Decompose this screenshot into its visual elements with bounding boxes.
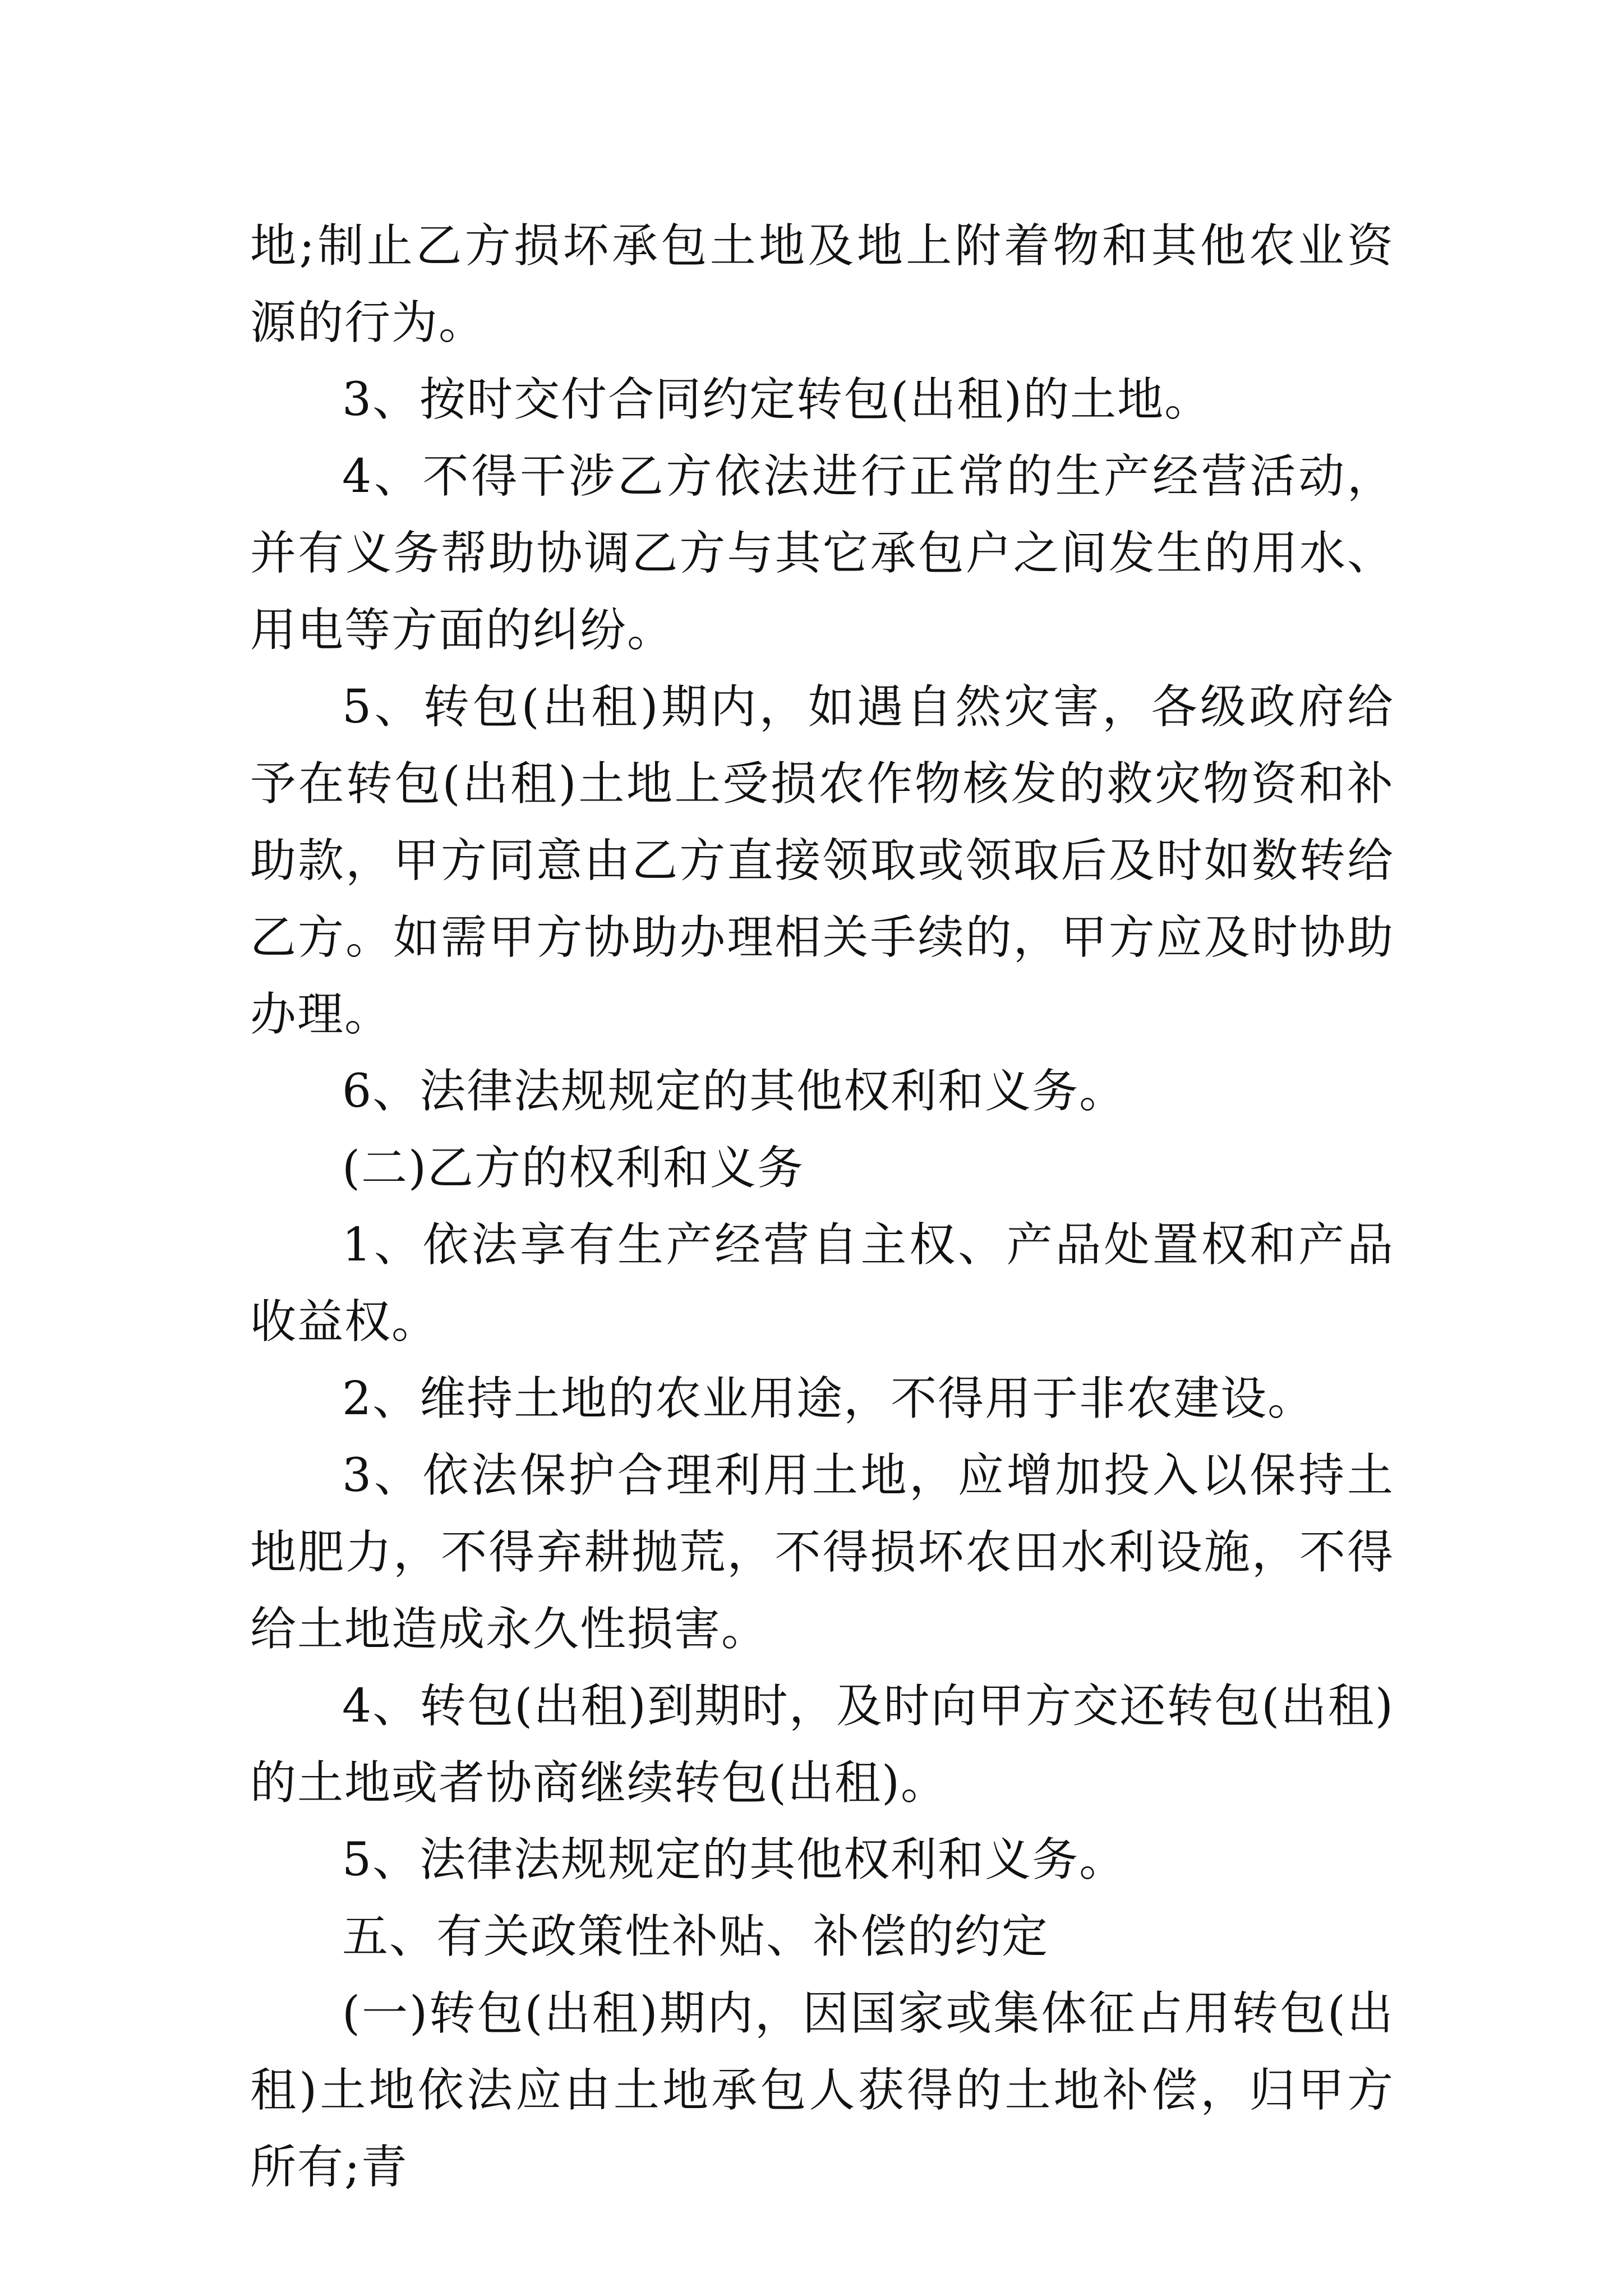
section-heading-subsidies: 五、有关政策性补贴、补偿的约定 — [342, 1910, 1049, 1963]
paragraph-item-b2: 2、维持土地的农业用途，不得用于非农建设。 — [342, 1372, 1315, 1425]
paragraph-subsidy-1: (一)转包(出租)期内，因国家或集体征占用转包(出租)土地依法应由土地承包人获得的土地补偿，归甲方所有;青 — [250, 1987, 1394, 2194]
paragraph-item-b4: 4、转包(出租)到期时，及时向甲方交还转包(出租)的土地或者协商继续转包(出租)。 — [250, 1680, 1394, 1810]
document-body — [250, 208, 1394, 2206]
paragraph-item-b5: 5、法律法规规定的其他权利和义务。 — [342, 1833, 1127, 1887]
section-heading-party-b: (二)乙方的权利和义务 — [342, 1142, 804, 1195]
paragraph-item-a3: 3、按时交付合同约定转包(出租)的土地。 — [342, 373, 1212, 426]
paragraph-item-b1: 1、依法享有生产经营自主权、产品处置权和产品收益权。 — [250, 1218, 1394, 1349]
paragraph-item-a5: 5、转包(出租)期内，如遇自然灾害，各级政府给予在转包(出租)土地上受损农作物核发的救灾物资和补助款，甲方同意由乙方直接领取或领取后及时如数转给乙方。如需甲方协助办理相关手续的，甲方应及时协助办理。 — [250, 680, 1394, 1041]
paragraph-item-b3: 3、依法保护合理利用土地，应增加投入以保持土地肥力，不得弃耕抛荒，不得损坏农田水利设施，不得给土地造成永久性损害。 — [250, 1449, 1394, 1656]
paragraph-item-a6: 6、法律法规规定的其他权利和义务。 — [342, 1065, 1127, 1118]
paragraph-item-a4: 4、不得干涉乙方依法进行正常的生产经营活动，并有义务帮助协调乙方与其它承包户之间发生的用水、用电等方面的纠纷。 — [250, 450, 1394, 657]
paragraph-continuation: 地;制止乙方损坏承包土地及地上附着物和其他农业资源的行为。 — [250, 219, 1394, 349]
